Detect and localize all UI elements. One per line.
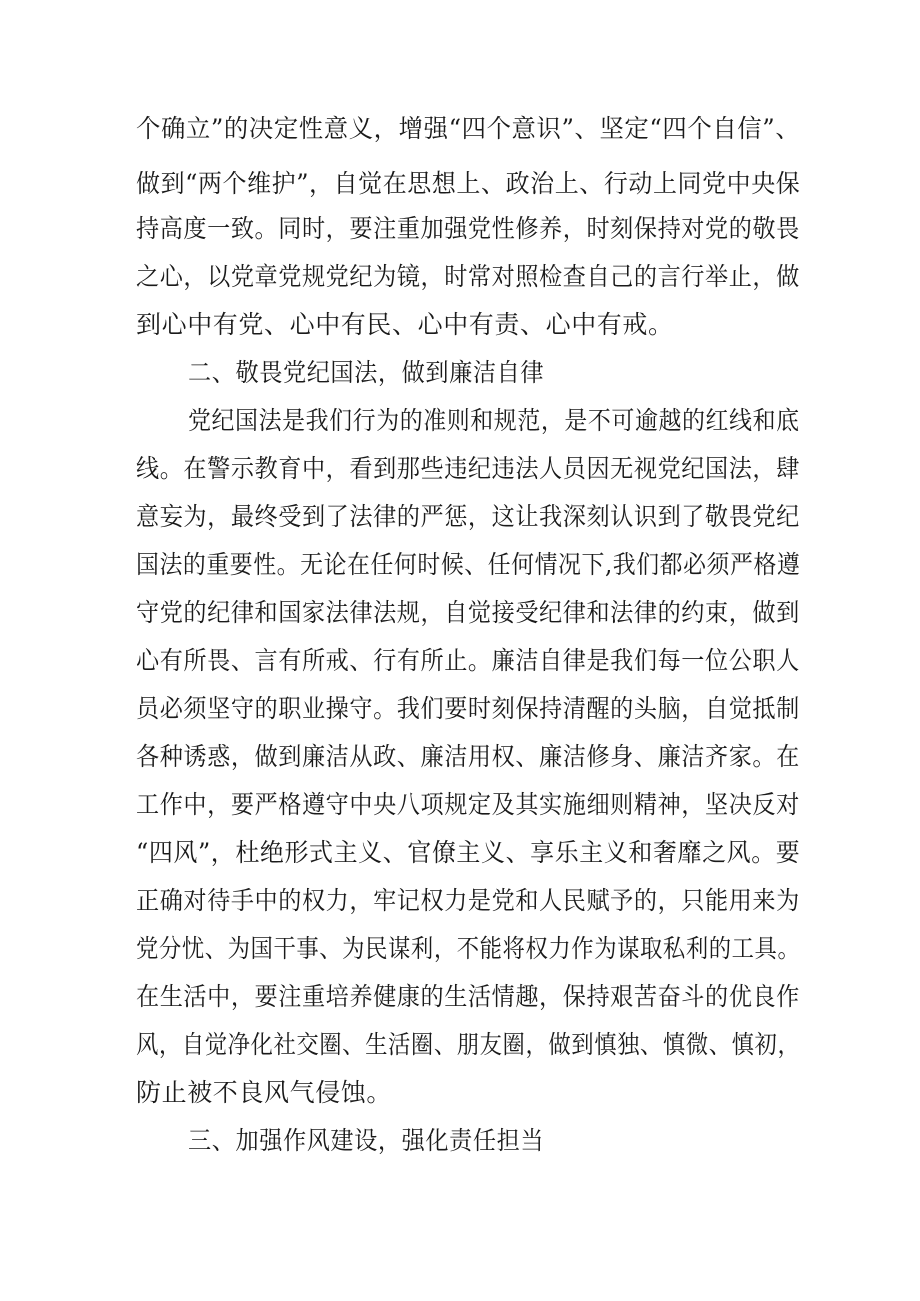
text-line: 线。在警示教育中，看到那些违纪违法人员因无视党纪国法，肆 — [136, 454, 800, 483]
text-line: 党纪国法是我们行为的准则和规范，是不可逾越的红线和底 — [188, 406, 800, 435]
text-line: 国法的重要性。无论在任何时候、任何情况下,我们都必须严格遵 — [136, 550, 801, 579]
text-line: 个确立”的决定性意义，增强“四个意识”、坚定“四个自信”、 — [136, 114, 801, 143]
section-heading-2: 二、敬畏党纪国法，做到廉洁自律 — [188, 358, 545, 387]
text-line: 工作中，要严格遵守中央八项规定及其实施细则精神，坚决反对 — [136, 790, 800, 819]
text-line: 意妄为，最终受到了法律的严惩，这让我深刻认识到了敬畏党纪 — [136, 502, 800, 531]
text-line: 员必须坚守的职业操守。我们要时刻保持清醒的头脑，自觉抵制 — [136, 694, 800, 723]
text-line: 守党的纪律和国家法律法规，自觉接受纪律和法律的约束，做到 — [136, 598, 800, 627]
text-line: 到心中有党、心中有民、心中有责、心中有戒。 — [136, 310, 674, 339]
text-line: 正确对待手中的权力，牢记权力是党和人民赋予的，只能用来为 — [136, 886, 800, 915]
text-line: 党分忧、为国干事、为民谋利，不能将权力作为谋取私利的工具。 — [136, 934, 801, 963]
text-line: 持高度一致。同时，要注重加强党性修养，时刻保持对党的敬畏 — [136, 214, 800, 243]
section-heading-3: 三、加强作风建设，强化责任担当 — [188, 1126, 545, 1155]
text-line: 做到“两个维护”，自觉在思想上、政治上、行动上同党中央保 — [136, 169, 801, 198]
text-line: 在生活中，要注重培养健康的生活情趣，保持艰苦奋斗的优良作 — [136, 982, 800, 1011]
text-line: 防止被不良风气侵蚀。 — [136, 1078, 393, 1107]
text-line: 之心，以党章党规党纪为镜，时常对照检查自己的言行举止，做 — [136, 262, 800, 291]
text-line: “四风”，杜绝形式主义、官僚主义、享乐主义和奢靡之风。要 — [136, 838, 801, 867]
text-line: 各种诱惑，做到廉洁从政、廉洁用权、廉洁修身、廉洁齐家。在 — [136, 742, 800, 771]
text-line: 心有所畏、言有所戒、行有所止。廉洁自律是我们每一位公职人 — [136, 646, 800, 675]
text-line: 风，自觉净化社交圈、生活圈、朋友圈，做到慎独、慎微、慎初， — [136, 1030, 801, 1059]
